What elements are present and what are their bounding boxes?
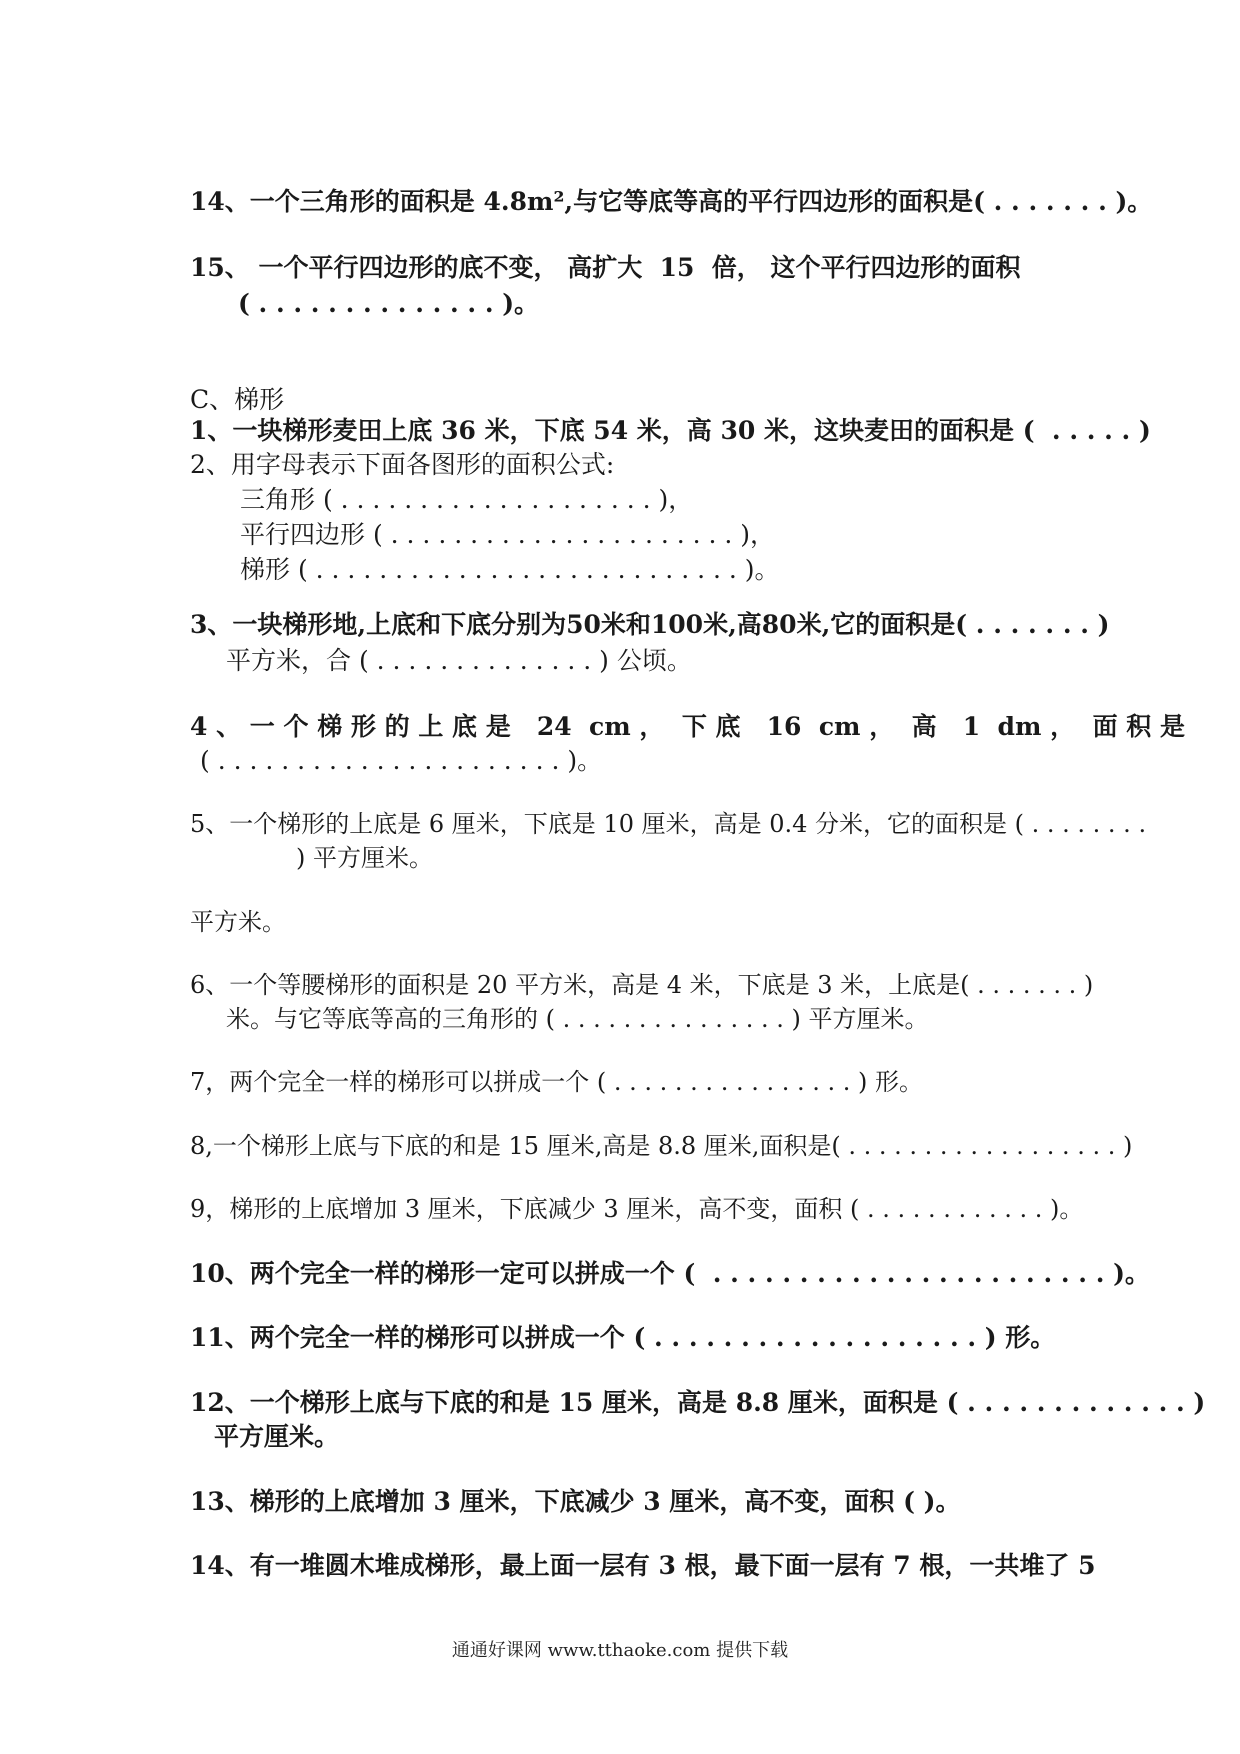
question-c2-formulas: 2、用字母表示下面各图形的面积公式: [190,450,615,479]
question-c5-trapezoid: 5、一个梯形的上底是 6 厘米，下底是 10 厘米，高是 0.4 分米，它的面积是 ( . . . . . . . . [190,810,1147,838]
question-c12-area: 12、一个梯形上底与下底的和是 15 厘米，高是 8.8 厘米，面积是 ( . . . . . . . . . . . . . ) [190,1388,1206,1417]
question-c6-isosceles: 6、一个等腰梯形的面积是 20 平方米，高是 4 米，下底是 3 米，上底是( . . . . . . . ) [190,971,1094,999]
question-c14-logs: 14、有一堆圆木堆成梯形，最上面一层有 3 根，最下面一层有 7 根，一共堆了 5 [190,1551,1096,1580]
question-c4-trapezoid: 4 、 一 个 梯 形 的 上 底 是 24 cm ， 下 底 16 cm ， 高 1 dm ， 面 积 是 [190,712,1185,741]
question-c1-wheat-field: 1、一块梯形麦田上底 36 米，下底 54 米，高 30 米，这块麦田的面积是 ( . . . . . ) [190,416,1151,445]
question-c9-change: 9，梯形的上底增加 3 厘米，下底减少 3 厘米，高不变，面积 ( . . . . . . . . . . . . )。 [190,1195,1084,1223]
question-c5-blank: ) 平方厘米。 [296,844,433,872]
question-c4-blank: ( . . . . . . . . . . . . . . . . . . . . . . )。 [200,746,603,775]
question-c7-combine: 7，两个完全一样的梯形可以拼成一个 ( . . . . . . . . . . . . . . . . ) 形。 [190,1068,924,1096]
question-c6-blank: 米。与它等底等高的三角形的 ( . . . . . . . . . . . . . . . ) 平方厘米。 [226,1005,929,1033]
question-c3-blank: 平方米，合 ( . . . . . . . . . . . . . . ) 公顷。 [226,646,692,675]
question-c12-blank: 平方厘米。 [214,1422,340,1451]
question-c8-area: 8,一个梯形上底与下底的和是 15 厘米,高是 8.8 厘米,面积是( . . . . . . . . . . . . . . . . . . ) [190,1132,1133,1160]
question-c10-combine: 10、两个完全一样的梯形一定可以拼成一个 ( . . . . . . . . . . . . . . . . . . . . . . . )。 [190,1259,1150,1288]
question-c13-change: 13、梯形的上底增加 3 厘米，下底减少 3 厘米，高不变，面积 ( )。 [190,1487,961,1516]
stray-unit-line: 平方米。 [190,908,286,936]
formula-triangle: 三角形 ( . . . . . . . . . . . . . . . . . . . . )， [240,485,694,514]
question-c11-combine: 11、两个完全一样的梯形可以拼成一个 ( . . . . . . . . . . . . . . . . . . . ) 形。 [190,1323,1056,1352]
footer-source: 通通好课网 www.tthaoke.com 提供下载 [451,1640,789,1661]
question-15-blank: ( . . . . . . . . . . . . . . )。 [238,289,540,318]
question-c3-land: 3、一块梯形地,上底和下底分别为50米和100米,高80米,它的面积是( . . . . . . . ) [190,610,1110,639]
question-15-parallelogram: 15、 一个平行四边形的底不变， 高扩大 15 倍， 这个平行四边形的面积 [190,253,1021,282]
section-c-heading: C、梯形 [190,385,285,414]
formula-trapezoid: 梯形 ( . . . . . . . . . . . . . . . . . . . . . . . . . . . )。 [240,555,780,584]
question-14-triangle-area: 14、一个三角形的面积是 4.8m²,与它等底等高的平行四边形的面积是( . . . . . . . )。 [190,187,1153,216]
formula-parallelogram: 平行四边形 ( . . . . . . . . . . . . . . . . . . . . . . )， [240,520,776,549]
